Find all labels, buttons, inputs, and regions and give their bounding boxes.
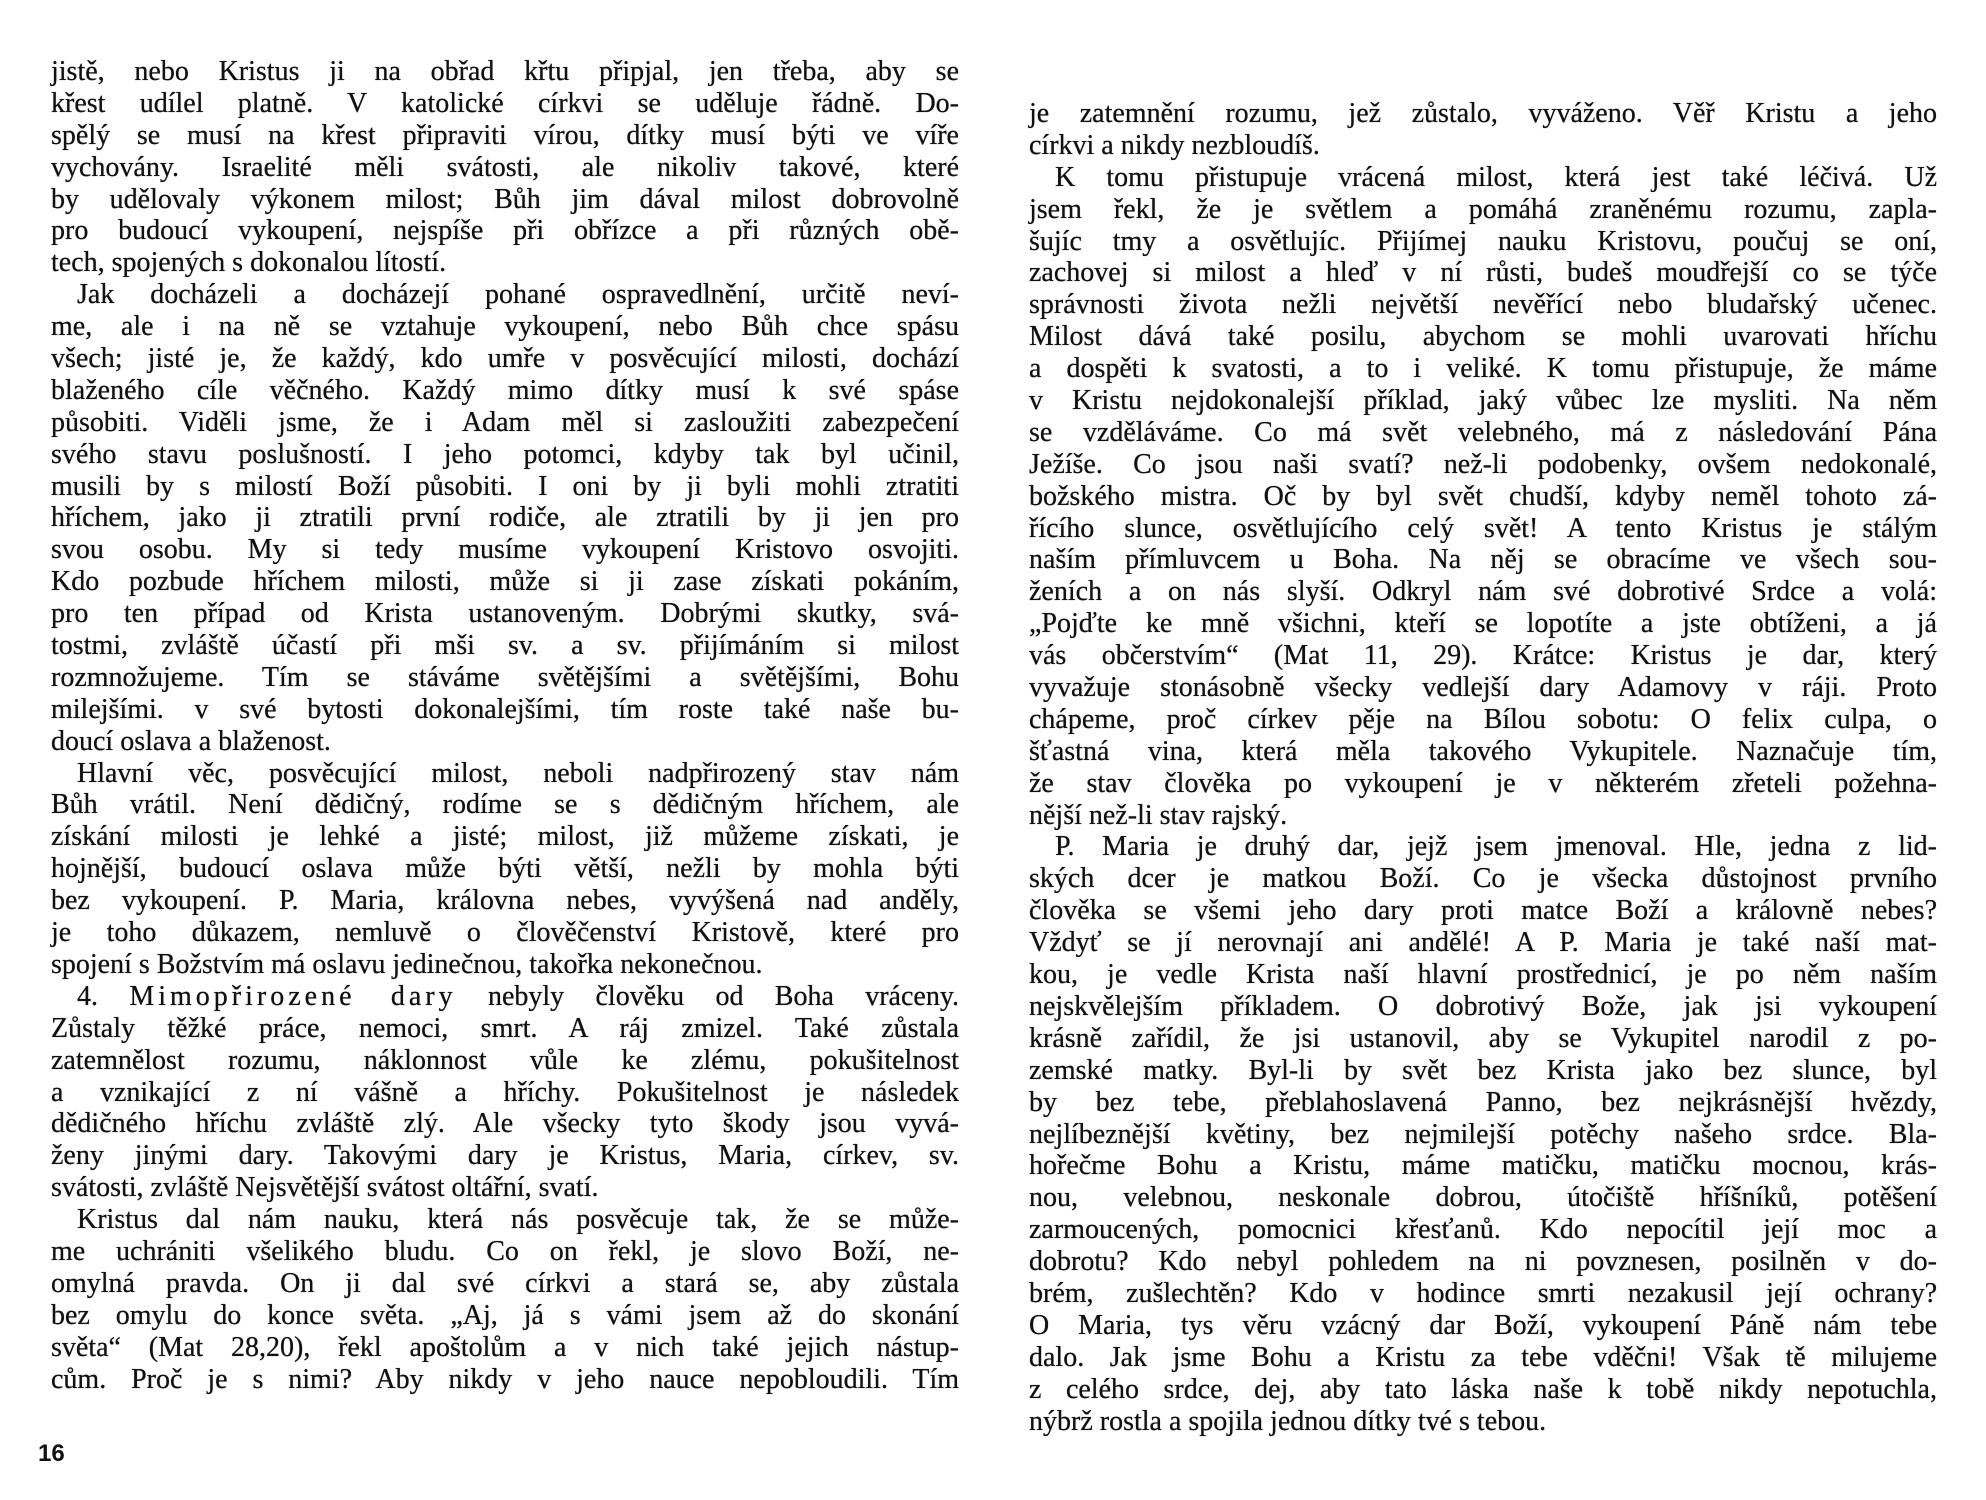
text-line: pro budoucí vykoupení, nejspíše při obřízce a při různých obě-	[51, 215, 959, 247]
text-line: jistě, nebo Kristus ji na obřad křtu připjal, jen třeba, aby se	[51, 56, 959, 87]
text-line: Hlavní věc, posvěcující milost, neboli nadpřirozený stav nám	[77, 757, 959, 789]
right-page-text	[1029, 98, 1937, 1437]
text-line: a vznikající z ní vášně a hříchy. Pokušitelnost je následek	[51, 1076, 959, 1108]
text-line: chápeme, proč církev pěje na Bílou sobotu: O felix culpa, o	[1029, 703, 1937, 735]
text-line: nýbrž rostla a spojila jednou dítky tvé s tebou.	[1029, 1405, 1547, 1437]
text-line: šujíc tmy a osvětlujíc. Přijímej nauku Kristovu, poučuj se oní,	[1029, 225, 1937, 257]
text-line: v Kristu nejdokonalejší příklad, jaký vůbec lze mysliti. Na něm	[1029, 385, 1937, 417]
text-line: omylná pravda. On ji dal své církvi a stará se, aby zůstala	[51, 1267, 959, 1299]
text-line: ženy jinými dary. Takovými dary je Kristus, Maria, církev, sv.	[51, 1140, 959, 1172]
text-line: nejlíbeznější květiny, bez nejmilejší potěchy našeho srdce. Bla-	[1029, 1118, 1937, 1150]
left-page-text	[51, 56, 959, 1395]
text-line: vás občerstvím“ (Mat 11, 29). Krátce: Kristus je dar, který	[1029, 640, 1937, 672]
text-line: dalo. Jak jsme Bohu a Kristu za tebe vděčni! Však tě milujeme	[1029, 1341, 1937, 1373]
text-line: božského mistra. Oč by byl svět chudší, kdyby neměl tohoto zá-	[1029, 480, 1937, 512]
text-line: by udělovaly výkonem milost; Bůh jim dával milost dobrovolně	[51, 183, 959, 215]
text-line: hořečme Bohu a Kristu, máme matičku, matičku mocnou, krás-	[1029, 1150, 1937, 1182]
text-line: milejšími. v své bytosti dokonalejšími, tím roste také naše bu-	[51, 693, 959, 725]
text-line: blaženého cíle věčného. Každý mimo dítky musí k své spáse	[51, 374, 959, 406]
text-line: Jak docházeli a docházejí pohané ospravedlnění, určitě neví-	[77, 279, 959, 311]
text-line: Kristus dal nám nauku, která nás posvěcuje tak, že se může-	[77, 1204, 959, 1236]
text-line: rozmnožujeme. Tím se stáváme světějšími a světějšími, Bohu	[51, 661, 959, 693]
text-line: světa“ (Mat 28,20), řekl apoštolům a v nich také jejich nástup-	[51, 1331, 959, 1363]
text-line: šťastná vina, která měla takového Vykupitele. Naznačuje tím,	[1029, 735, 1937, 767]
page-number: 16	[38, 1440, 65, 1467]
text-line: bez omylu do konce světa. „Aj, já s vámi jsem až do skonání	[51, 1299, 959, 1331]
text-line: dobrotu? Kdo nebyl pohledem na ni povznesen, posilněn v do-	[1029, 1246, 1937, 1278]
text-line: zemské matky. Byl-li by svět bez Krista jako bez slunce, byl	[1029, 1054, 1937, 1086]
text-line: cům. Proč je s nimi? Aby nikdy v jeho nauce nepobloudili. Tím	[51, 1363, 959, 1395]
text-line: z celého srdce, dej, aby tato láska naše k tobě nikdy nepotuchla,	[1029, 1373, 1937, 1405]
text-line: nejskvělejším příkladem. O dobrotivý Bože, jak jsi vykoupení	[1029, 990, 1937, 1022]
text-line: Vždyť se jí nerovnají ani andělé! A P. Maria je také naší mat-	[1029, 927, 1937, 959]
text-line: člověka se všemi jeho dary proti matce Boží a královně nebes?	[1029, 895, 1937, 927]
text-line: že stav člověka po vykoupení je v některém zřeteli požehna-	[1029, 767, 1937, 799]
text-line: ženích a on nás slyší. Odkryl nám své dobrotivé Srdce a volá:	[1029, 576, 1937, 608]
text-line: P. Maria je druhý dar, jejž jsem jmenoval. Hle, jedna z lid-	[1055, 831, 1937, 863]
text-line: svého stavu poslušností. I jeho potomci, kdyby tak byl učinil,	[51, 438, 959, 470]
text-line: me uchrániti všelikého bludu. Co on řekl, je slovo Boží, ne-	[51, 1235, 959, 1267]
paragraph	[51, 981, 959, 1204]
text-line: pro ten případ od Krista ustanoveným. Dobrými skutky, svá-	[51, 598, 959, 630]
text-line: spojení s Božstvím má oslavu jedinečnou, takořka nekonečnou.	[51, 948, 763, 980]
text-line: je zatemnění rozumu, jež zůstalo, vyváženo. Věř Kristu a jeho	[1029, 98, 1937, 129]
text-line: by bez tebe, přeblahoslavená Panno, bez nejkrásnější hvězdy,	[1029, 1086, 1937, 1118]
text-line: K tomu přistupuje vrácená milost, která jest také léčivá. Už	[1055, 161, 1937, 193]
paragraph	[1029, 831, 1937, 1437]
paragraph	[51, 758, 959, 981]
text-line: naším přímluvcem u Boha. Na něj se obracíme ve všech sou-	[1029, 544, 1937, 576]
text-line: Milost dává také posilu, abychom se mohli uvarovati hříchu	[1029, 321, 1937, 353]
paragraph	[1029, 162, 1937, 832]
paragraph	[51, 1204, 959, 1395]
text-line: je toho důkazem, nemluvě o člověčenství Kristově, které pro	[51, 917, 959, 949]
text-line: zachovej si milost a hleď v ní růsti, budeš moudřejší co se týče	[1029, 257, 1937, 289]
text-line: dědičného hříchu zvláště zlý. Ale všecky tyto škody jsou vyvá-	[51, 1108, 959, 1140]
text-line: me, ale i na ně se vztahuje vykoupení, nebo Bůh chce spásu	[51, 311, 959, 343]
text-line: 4. Mimopřirozené dary nebyly člověku od Boha vráceny.	[77, 980, 960, 1012]
text-line: svátosti, zvláště Nejsvětější svátost oltářní, svatí.	[51, 1172, 599, 1204]
text-line: musili by s milostí Boží působiti. I oni by ji byli mohli ztratiti	[51, 470, 959, 502]
text-line: brém, zušlechtěn? Kdo v hodince smrti nezakusil její ochrany?	[1029, 1277, 1937, 1309]
text-line: svou osobu. My si tedy musíme vykoupení Kristovo osvojiti.	[51, 534, 959, 566]
text-line: jsem řekl, že je světlem a pomáhá zraněnému rozumu, zapla-	[1029, 193, 1937, 225]
text-line: tech, spojených s dokonalou lítostí.	[51, 247, 447, 279]
text-line: bez vykoupení. P. Maria, královna nebes, vyvýšená nad anděly,	[51, 885, 959, 917]
text-line: působiti. Viděli jsme, že i Adam měl si zasloužiti zabezpečení	[51, 406, 959, 438]
text-line: tostmi, zvláště účastí při mši sv. a sv. přijímáním si milost	[51, 630, 959, 662]
text-line: Kdo pozbude hříchem milosti, může si ji zase získati pokáním,	[51, 566, 959, 598]
paragraph	[51, 279, 959, 757]
text-line: a dospěti k svatosti, a to i veliké. K tomu přistupuje, že máme	[1029, 353, 1937, 385]
text-line: Bůh vrátil. Není dědičný, rodíme se s dědičným hříchem, ale	[51, 789, 959, 821]
text-line: O Maria, tys věru vzácný dar Boží, vykoupení Páně nám tebe	[1029, 1309, 1937, 1341]
text-line: ských dcer je matkou Boží. Co je všecka důstojnost prvního	[1029, 863, 1937, 895]
text-line: hříchem, jako ji ztratili první rodiče, ale ztratili by ji jen pro	[51, 502, 959, 534]
text-line: nou, velebnou, neskonale dobrou, útočiště hříšníků, potěšení	[1029, 1182, 1937, 1214]
text-line: doucí oslava a blaženost.	[51, 725, 331, 757]
text-line: křest udílel platně. V katolické církvi se uděluje řádně. Do-	[51, 87, 959, 119]
text-line: získání milosti je lehké a jisté; milost, již můžeme získati, je	[51, 821, 959, 853]
text-line: nější než-li stav rajský.	[1029, 799, 1288, 831]
text-line: všech; jisté je, že každý, kdo umře v posvěcující milosti, dochází	[51, 343, 959, 375]
text-line: kou, je vedle Krista naší hlavní prostřednicí, je po něm naším	[1029, 959, 1937, 991]
text-line: zatemnělost rozumu, náklonnost vůle ke zlému, pokušitelnost	[51, 1044, 959, 1076]
text-line: správnosti života nežli největší nevěřící nebo bludařský učenec.	[1029, 289, 1937, 321]
text-line: spělý se musí na křest připraviti vírou, dítky musí býti ve víře	[51, 119, 959, 151]
text-line: hojnější, budoucí oslava může býti větší, nežli by mohla býti	[51, 853, 959, 885]
spaced-emphasis: Mimopřirozené dary	[129, 980, 457, 1012]
text-line: Ježíše. Co jsou naši svatí? než-li podobenky, ovšem nedokonalé,	[1029, 448, 1937, 480]
text-line: krásně zařídil, že jsi ustanovil, aby se Vykupitel narodil z po-	[1029, 1022, 1937, 1054]
text-line: vychovány. Israelité měli svátosti, ale nikoliv takové, které	[51, 151, 959, 183]
paragraph	[1029, 98, 1937, 162]
text-line: církvi a nikdy nezbloudíš.	[1029, 129, 1320, 161]
text-line: zarmoucených, pomocnici křesťanů. Kdo nepocítil její moc a	[1029, 1214, 1937, 1246]
text-line: „Pojďte ke mně všichni, kteří se lopotíte a jste obtíženi, a já	[1029, 608, 1937, 640]
text-line: vyvažuje stonásobně všecky vedlejší dary Adamovy v ráji. Proto	[1029, 672, 1937, 704]
text-line: se vzděláváme. Co má svět velebného, má z následování Pána	[1029, 416, 1937, 448]
paragraph	[51, 56, 959, 279]
text-line: Zůstaly těžké práce, nemoci, smrt. A ráj zmizel. Také zůstala	[51, 1012, 959, 1044]
text-line: řícího slunce, osvětlujícího celý svět! A tento Kristus je stálým	[1029, 512, 1937, 544]
